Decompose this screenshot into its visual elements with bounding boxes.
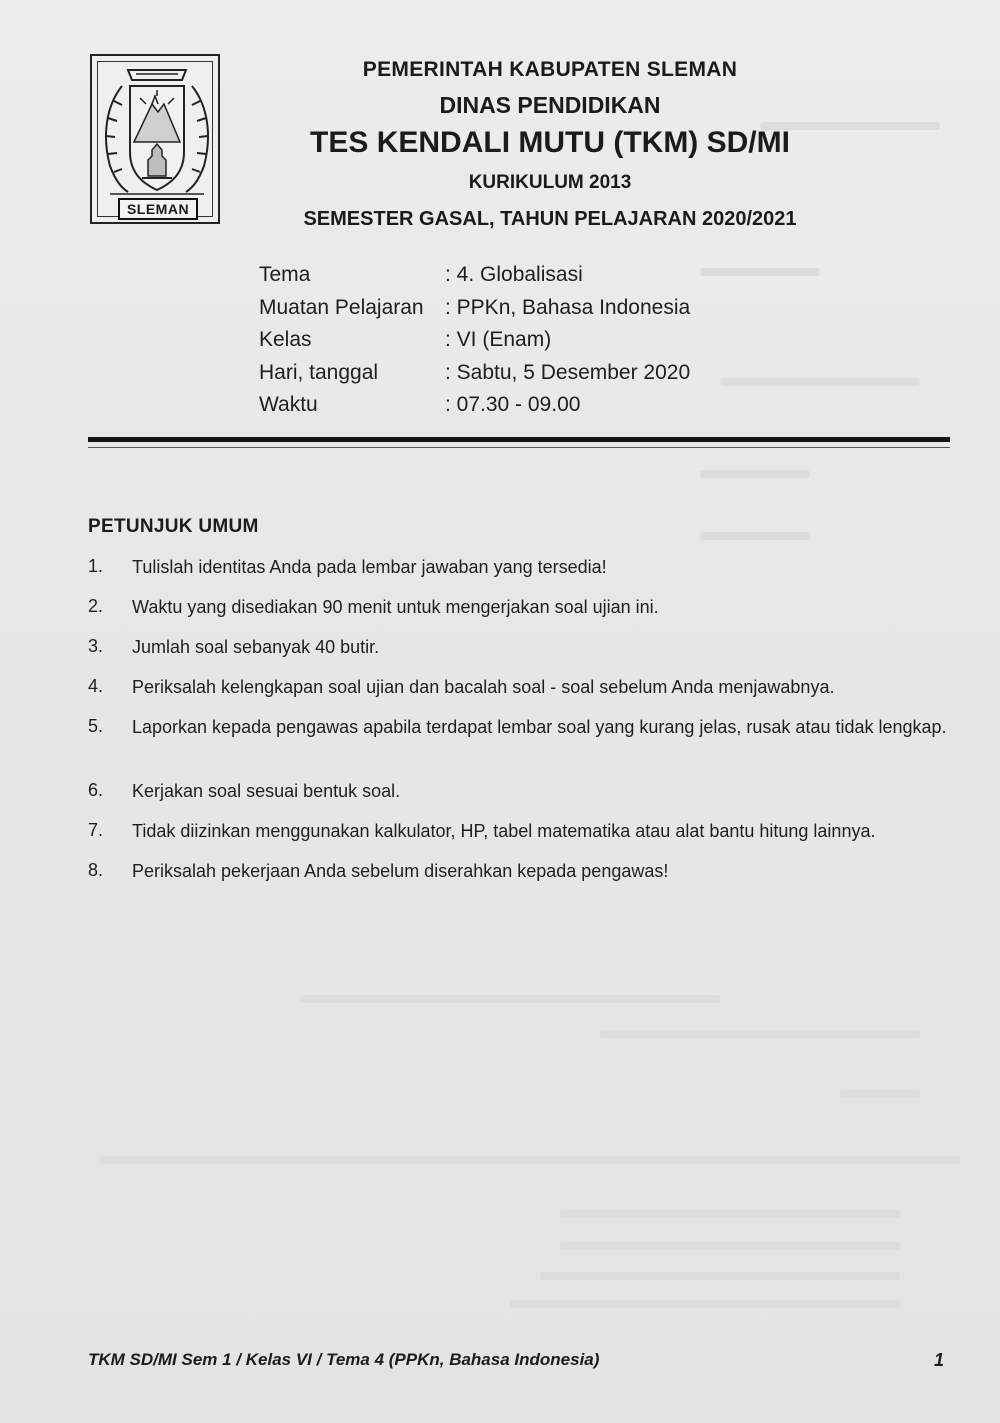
header-divider-thick xyxy=(88,437,950,442)
item-text: Periksalah pekerjaan Anda sebelum diserahkan kepada pengawas! xyxy=(132,861,669,881)
info-label: Hari, tanggal xyxy=(259,360,379,384)
item-number: 5. xyxy=(88,716,104,736)
show-through-mark xyxy=(700,470,810,478)
show-through-mark xyxy=(100,1156,960,1164)
info-value: : VI (Enam) xyxy=(445,328,552,351)
show-through-mark xyxy=(540,1272,900,1280)
item-text: Tidak diizinkan menggunakan kalkulator, HP, tabel matematika atau alat bantu hitung lainnya. xyxy=(132,821,876,841)
item-number: 1. xyxy=(88,556,104,576)
item-text: Tulislah identitas Anda pada lembar jawaban yang tersedia! xyxy=(132,557,607,577)
item-number: 6. xyxy=(88,780,104,800)
item-number: 8. xyxy=(88,860,104,880)
item-number: 2. xyxy=(88,596,104,616)
header-curriculum: KURIKULUM 2013 xyxy=(468,172,632,193)
item-number: 4. xyxy=(88,676,104,696)
item-text: Waktu yang disediakan 90 menit untuk mengerjakan soal ujian ini. xyxy=(132,597,659,617)
info-value: : PPKn, Bahasa Indonesia xyxy=(445,295,691,319)
logo-label: SLEMAN xyxy=(118,198,198,220)
item-number: 7. xyxy=(88,820,104,840)
header-exam-title: TES KENDALI MUTU (TKM) SD/MI xyxy=(310,126,790,159)
instructions-title: PETUNJUK UMUM xyxy=(88,516,259,537)
show-through-mark xyxy=(720,378,920,386)
item-text: Kerjakan soal sesuai bentuk soal. xyxy=(132,781,401,801)
footer-text: TKM SD/MI Sem 1 / Kelas VI / Tema 4 (PPKn, Bahasa Indonesia) xyxy=(88,1350,600,1369)
show-through-mark xyxy=(510,1300,900,1308)
show-through-mark xyxy=(700,532,810,540)
info-value: : 07.30 - 09.00 xyxy=(445,393,581,416)
info-value: : Sabtu, 5 Desember 2020 xyxy=(445,360,691,384)
item-text: Periksalah kelengkapan soal ujian dan bacalah soal - soal sebelum Anda menjawabnya. xyxy=(132,677,835,697)
show-through-mark xyxy=(600,1030,920,1038)
item-text: Laporkan kepada pengawas apabila terdapat lembar soal yang kurang jelas, rusak atau tidak lengkap. xyxy=(132,717,947,737)
info-value: : 4. Globalisasi xyxy=(445,263,583,286)
show-through-mark xyxy=(840,1090,920,1098)
page-number: 1 xyxy=(934,1350,945,1370)
show-through-mark xyxy=(560,1210,900,1218)
info-label: Waktu xyxy=(259,393,318,416)
header-divider-thin xyxy=(88,447,950,448)
info-label: Muatan Pelajaran xyxy=(259,295,424,319)
item-text: Jumlah soal sebanyak 40 butir. xyxy=(132,637,380,657)
show-through-mark xyxy=(300,995,720,1003)
info-label: Kelas xyxy=(259,328,312,351)
header-semester: SEMESTER GASAL, TAHUN PELAJARAN 2020/2021 xyxy=(303,208,797,230)
show-through-mark xyxy=(560,1242,900,1250)
item-number: 3. xyxy=(88,636,104,656)
header-department: DINAS PENDIDIKAN xyxy=(439,92,661,118)
show-through-mark xyxy=(700,268,820,276)
header-government: PEMERINTAH KABUPATEN SLEMAN xyxy=(362,58,738,81)
info-label: Tema xyxy=(259,263,311,286)
regency-logo xyxy=(90,54,220,224)
